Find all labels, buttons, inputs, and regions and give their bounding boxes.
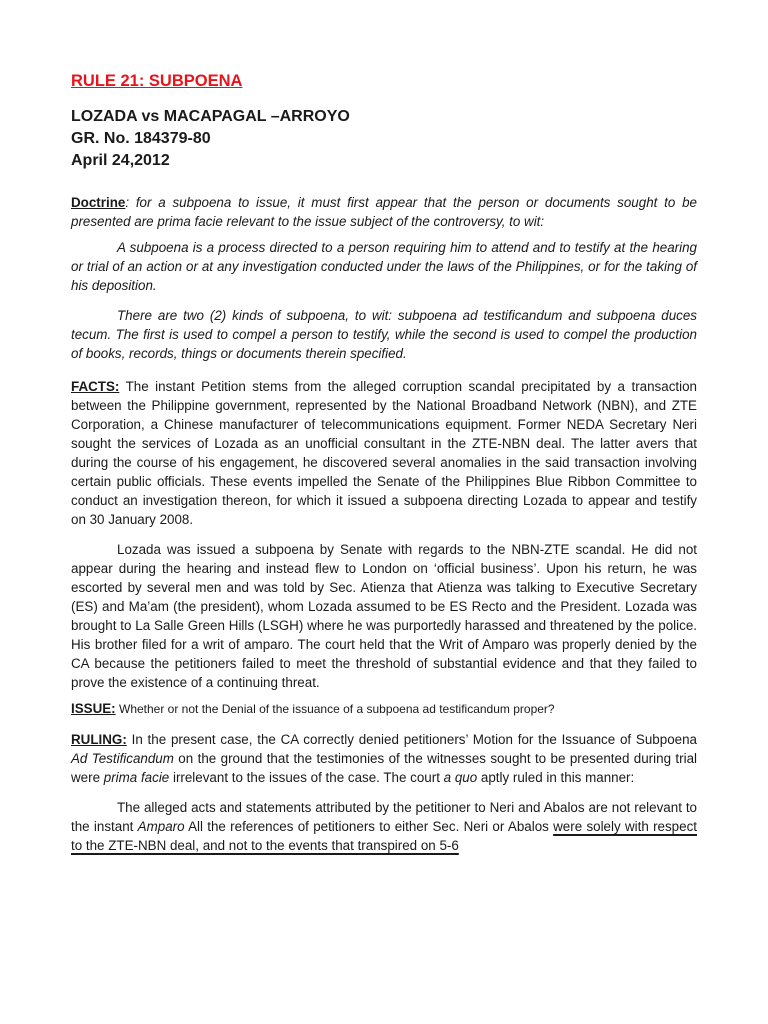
issue-paragraph [71,699,697,719]
doctrine-text: : for a subpoena to issue, it must first appear that the person or documents sought to be presented are prima facie relevant to the issue subject of the controversy, to wit: [71,195,697,229]
gr-number: GR. No. 184379-80 [71,130,211,147]
facts-paragraph [71,377,697,529]
case-header [71,106,697,172]
issue-text: Whether or not the Denial of the issuance of a subpoena ad testificandum proper? [115,702,555,716]
ruling-text-3: irrelevant to the issues of the case. The court [169,770,444,785]
ruling-prima-facie: prima facie [103,770,170,785]
document-body [71,70,697,855]
issue-label: ISSUE: [71,701,116,716]
ruling-text-1: In the present case, the CA correctly denied petitioners’ Motion for the Issuance of Subpoena [126,732,697,747]
rule-title: RULE 21: SUBPOENA [71,72,243,90]
ruling-a-quo: a quo [443,770,478,785]
doctrine-paragraph [71,193,697,231]
case-name: LOZADA vs MACAPAGAL –ARROYO [71,108,350,125]
doctrine-subpoena-kinds: There are two (2) kinds of subpoena, to wit: subpoena ad testificandum and subpoena duces tecum. The first is used to compel a person to testify, while the second is used to compel the production of books, records, things or documents therein specified. [71,308,697,361]
quote-text-2: All the references of petitioners to either Sec. Neri or Abalos [184,819,554,834]
quote-amparo: Amparo [137,819,185,834]
quote-text-underlined: were solely with respect to the ZTE-NBN deal, and not to the events that transpired on 5-6 [71,819,697,853]
ruling-text-4: aptly ruled in this manner: [477,770,635,785]
ruling-ad-testificandum: Ad Testificandum [71,751,174,766]
ruling-quote-paragraph [71,798,697,855]
facts-label: FACTS: [71,379,120,394]
facts-paragraph-2: Lozada was issued a subpoena by Senate with regards to the NBN-ZTE scandal. He did not appear during the hearing and instead flew to London on ‘official business’. Upon his return, he was escorted by several men and was told by Sec. Atienza that Atienza was talking to Executive Secretary (ES) and Ma’am (the president), whom Lozada assumed to be ES Recto and the President. Lozada was brought to La Salle Green Hills (LSGH) where he was purportedly harassed and threatened by the police. His brother filed for a writ of amparo. The court held that the Writ of Amparo was properly denied by the CA because the petitioners failed to meet the threshold of substantial evidence and that they failed to prove the existence of a continuing threat. [71,542,697,690]
doctrine-label: Doctrine [71,195,126,210]
ruling-label: RULING: [71,732,127,747]
ruling-paragraph [71,730,697,787]
quote-text-1: The alleged acts and statements attributed by the petitioner to Neri and Abalos are not relevant to the instant [71,800,697,834]
decision-date: April 24,2012 [71,152,170,169]
facts-text: The instant Petition stems from the alleged corruption scandal precipitated by a transaction between the Philippine government, represented by the National Broadband Network (NBN), and ZTE Corporation, a Chinese manufacturer of telecommunications equipment. Former NEDA Secretary Neri sought the services of Lozada as an unofficial consultant in the ZTE-NBN deal. The latter avers that during the course of his engagement, he discovered several anomalies in the said transaction involving certain public officials. These events impelled the Senate of the Philippines Blue Ribbon Committee to conduct an investigation thereon, for which it issued a subpoena directing Lozada to appear and testify on 30 January 2008. [71,379,697,527]
ruling-text-2: on the ground that the testimonies of the witnesses sought to be presented during trial were [71,751,697,785]
doctrine-subpoena-definition: A subpoena is a process directed to a person requiring him to attend and to testify at the hearing or trial of an action or at any investigation conducted under the laws of the Philippines, or for the taking of his deposition. [71,240,697,293]
